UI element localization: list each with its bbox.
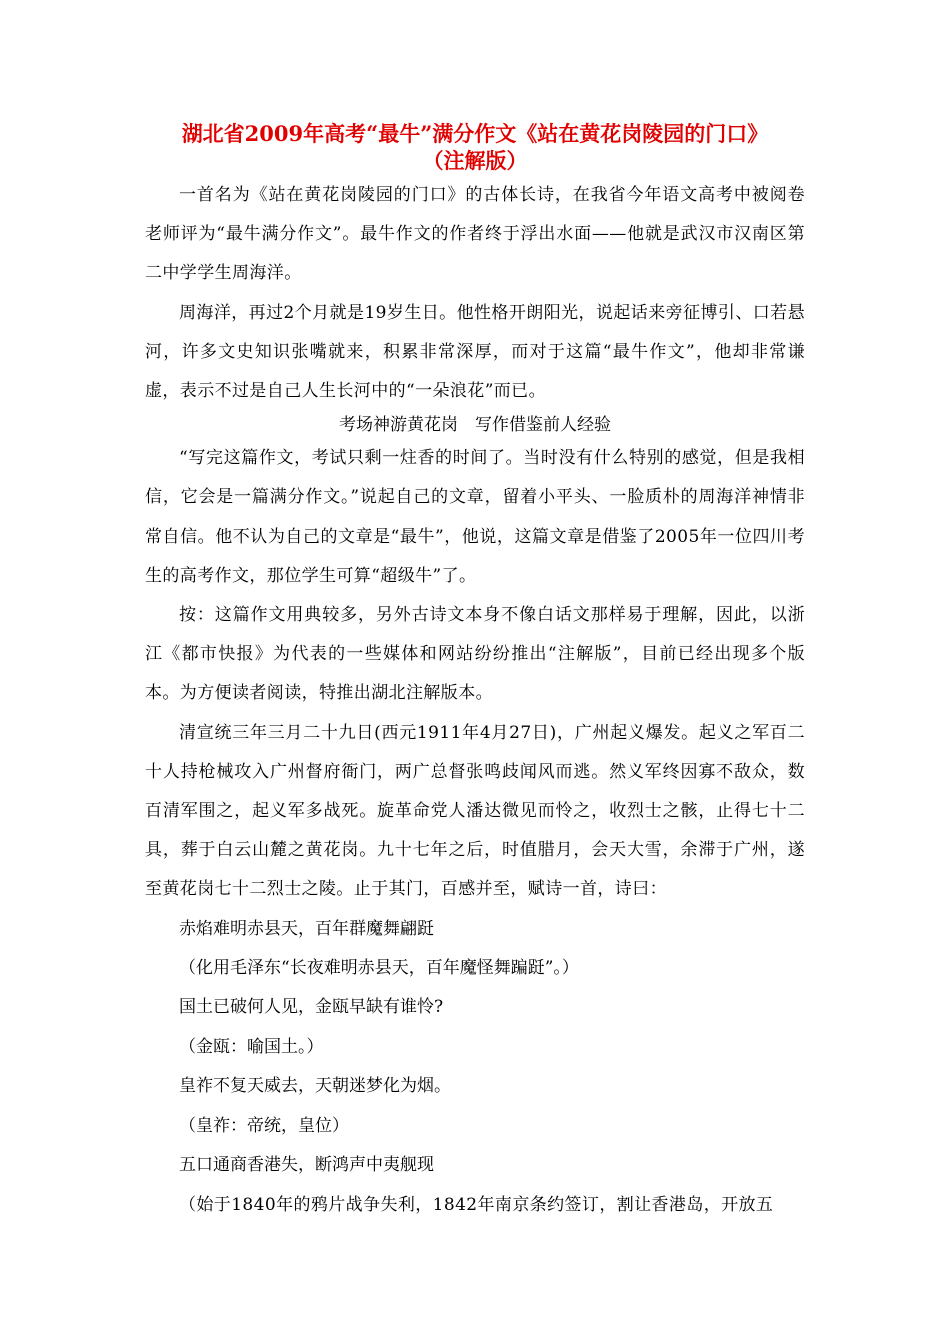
document-page xyxy=(145,120,805,1225)
poem-annotation: （化用毛泽东“长夜难明赤县天，百年魔怪舞蹁跹”。） xyxy=(179,958,579,979)
intro-paragraph: 一首名为《站在黄花岗陵园的门口》的古体长诗，在我省今年语文高考中被阅卷老师评为“最牛满分作文”。最牛作文的作者终于浮出水面——他就是武汉市汉南区第二中学学生周海洋。 xyxy=(145,185,805,284)
section-heading: 考场神游黄花岗 写作借鉴前人经验 xyxy=(339,415,611,436)
document-subtitle: （注解版） xyxy=(422,148,528,173)
body-paragraph: 清宣统三年三月二十九日(西元1911年4月27日)，广州起义爆发。起义之军百二十人持枪械攻入广州督府衙门，两广总督张鸣歧闻风而逃。然义军终因寡不敌众，数百清军围之，起义军多战死。旋革命党人潘达微见而怜之，收烈士之骸，止得七十二具，葬于白云山麓之黄花岗。九十七年之后，时值腊月，会天大雪，余滞于广州，遂至黄花岗七十二烈士之陵。止于其门，百感并至，赋诗一首，诗曰： xyxy=(145,722,805,900)
poem-line: 五口通商香港失，断鸿声中夷舰现 xyxy=(179,1155,434,1176)
body-paragraph: 按：这篇作文用典较多，另外古诗文本身不像白话文那样易于理解，因此，以浙江《都市快报》为代表的一些媒体和网站纷纷推出“注解版”，目前已经出现多个版本。为方便读者阅读，特推出湖北注解版本。 xyxy=(145,605,805,704)
closing-paragraph: （始于1840年的鸦片战争失利，1842年南京条约签订，割让香港岛，开放五 xyxy=(179,1194,774,1215)
poem-annotation: （金瓯：喻国土。） xyxy=(179,1036,324,1057)
body-paragraph: “写完这篇作文，考试只剩一炷香的时间了。当时没有什么特别的感觉，但是我相信，它会是一篇满分作文。”说起自己的文章，留着小平头、一脸质朴的周海洋神情非常自信。他不认为自己的文章是“最牛”，他说，这篇文章是借鉴了2005年一位四川考生的高考作文，那位学生可算“超级牛”了。 xyxy=(145,448,805,586)
poem-line: 皇祚不复天威去，天朝迷梦化为烟。 xyxy=(179,1076,451,1097)
poem-line: 赤焰难明赤县天，百年群魔舞翩跹 xyxy=(179,918,434,939)
document-title: 湖北省2009年高考“最牛”满分作文《站在黄花岗陵园的门口》 xyxy=(181,121,769,146)
intro-paragraph: 周海洋，再过2个月就是19岁生日。他性格开朗阳光，说起话来旁征博引、口若悬河，许多文史知识张嘴就来，积累非常深厚，而对于这篇“最牛作文”，他却非常谦虚，表示不过是自己人生长河中的“一朵浪花”而已。 xyxy=(145,302,805,402)
poem-annotation: （皇祚：帝统，皇位） xyxy=(179,1115,349,1136)
poem-line: 国土已破何人见，金瓯早缺有谁怜? xyxy=(179,997,444,1018)
